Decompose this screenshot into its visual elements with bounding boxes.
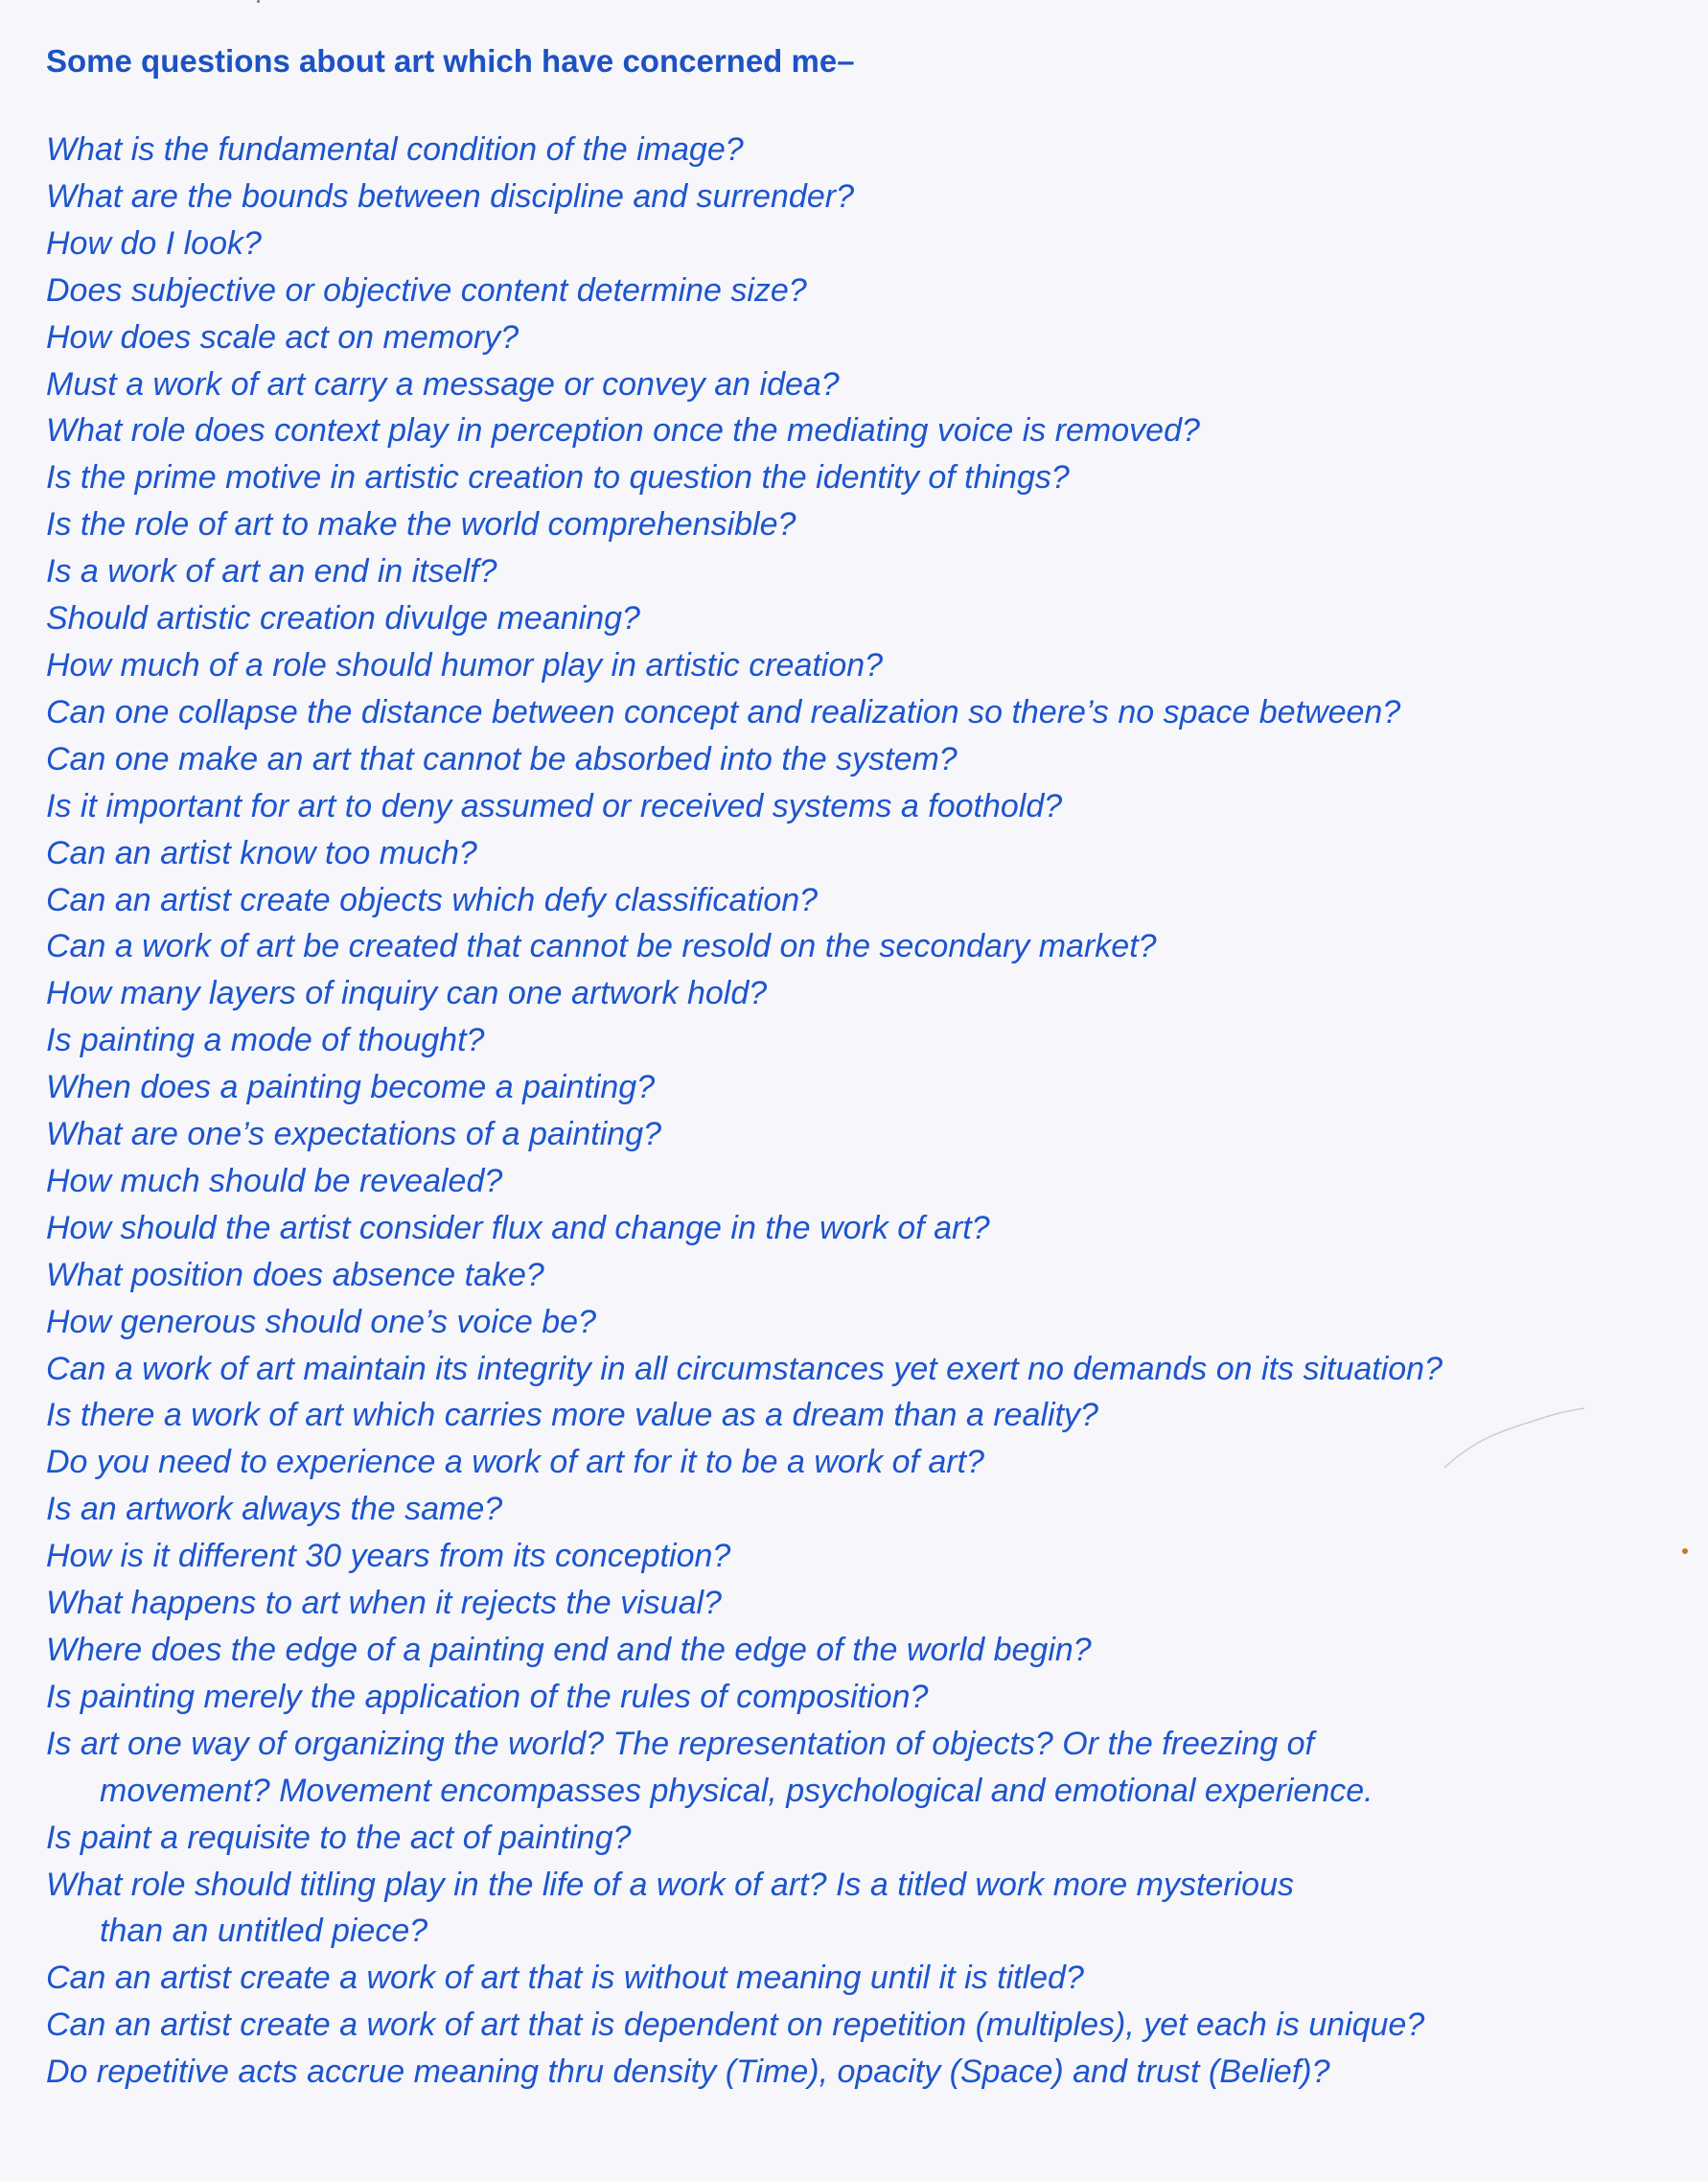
ink-speck xyxy=(257,0,260,3)
question-text: How generous should one’s voice be? xyxy=(46,1303,596,1340)
question-item xyxy=(46,407,1662,454)
question-item xyxy=(46,2049,1662,2096)
question-text: How do I look? xyxy=(46,224,262,262)
question-continuation: movement? Movement encompasses physical, psychological and emotional experience. xyxy=(100,1772,1373,1809)
question-item xyxy=(46,361,1662,408)
question-item xyxy=(46,1533,1662,1580)
question-text: Is art one way of organizing the world? The representation of objects? Or the freezing of xyxy=(46,1725,1314,1762)
question-text: Where does the edge of a painting end and the edge of the world begin? xyxy=(46,1632,1092,1668)
question-text: How much should be revealed? xyxy=(46,1162,503,1199)
question-text: How is it different 30 years from its conception? xyxy=(46,1538,731,1575)
question-item xyxy=(46,1674,1662,1721)
question-text: Does subjective or objective content determine size? xyxy=(46,271,807,309)
question-text: Can a work of art maintain its integrity in all circumstances yet exert no demands on its situation? xyxy=(46,1350,1443,1387)
question-continuation: than an untitled piece? xyxy=(100,1913,428,1950)
question-item xyxy=(46,1486,1662,1533)
ink-speck xyxy=(1682,1548,1688,1554)
question-text: Do repetitive acts accrue meaning thru density (Time), opacity (Space) and trust (Belief)? xyxy=(46,2053,1330,2091)
question-item xyxy=(46,1205,1662,1252)
question-text: Must a work of art carry a message or convey an idea? xyxy=(46,365,840,403)
question-item xyxy=(46,1064,1662,1111)
question-text: What are one’s expectations of a painting? xyxy=(46,1116,662,1153)
question-text: What position does absence take? xyxy=(46,1256,544,1293)
question-text: What are the bounds between discipline and surrender? xyxy=(46,177,854,215)
question-item xyxy=(46,783,1662,830)
question-item xyxy=(46,220,1662,267)
question-text: Should artistic creation divulge meaning? xyxy=(46,600,640,638)
question-text: Can an artist create a work of art that is without meaning until it is titled? xyxy=(46,1960,1084,1997)
question-item xyxy=(46,267,1662,314)
question-item xyxy=(46,689,1662,736)
question-item xyxy=(46,736,1662,783)
question-text: Can an artist create a work of art that is dependent on repetition (multiples), yet each is unique? xyxy=(46,2007,1425,2044)
question-text: How much of a role should humor play in artistic creation? xyxy=(46,646,884,684)
question-item xyxy=(46,1346,1662,1393)
question-text: Can one make an art that cannot be absorbed into the system? xyxy=(46,740,958,777)
question-item xyxy=(46,1580,1662,1627)
question-item xyxy=(46,1252,1662,1299)
question-item xyxy=(46,2002,1662,2049)
question-item xyxy=(46,830,1662,877)
pencil-squiggle xyxy=(1443,1404,1586,1472)
question-text: When does a painting become a painting? xyxy=(46,1069,656,1106)
question-text: Is the role of art to make the world comprehensible? xyxy=(46,506,796,544)
question-text: How does scale act on memory? xyxy=(46,318,519,356)
question-text: Can one collapse the distance between concept and realization so there’s no space between? xyxy=(46,693,1401,731)
question-item xyxy=(46,1721,1662,1815)
question-text: How should the artist consider flux and change in the work of art? xyxy=(46,1209,990,1246)
question-item xyxy=(46,970,1662,1017)
question-text: Is an artwork always the same? xyxy=(46,1491,503,1528)
question-item xyxy=(46,1627,1662,1674)
question-text: Is painting a mode of thought? xyxy=(46,1022,485,1059)
question-text: What role should titling play in the life of a work of art? Is a titled work more mysterious xyxy=(46,1866,1294,1903)
question-item xyxy=(46,501,1662,548)
question-item xyxy=(46,1955,1662,2002)
question-text: Do you need to experience a work of art for it to be a work of art? xyxy=(46,1444,984,1481)
question-text: Can an artist know too much? xyxy=(46,834,477,871)
question-item xyxy=(46,642,1662,689)
question-item xyxy=(46,127,1662,174)
question-text: How many layers of inquiry can one artwork hold? xyxy=(46,975,768,1012)
question-text: Is there a work of art which carries more value as a dream than a reality? xyxy=(46,1397,1098,1434)
question-text: Is the prime motive in artistic creation to question the identity of things? xyxy=(46,459,1070,497)
question-text: What role does context play in perception once the mediating voice is removed? xyxy=(46,412,1200,450)
question-item xyxy=(46,1392,1662,1439)
question-item xyxy=(46,1017,1662,1064)
question-text: Is it important for art to deny assumed or received systems a foothold? xyxy=(46,787,1063,824)
question-item xyxy=(46,923,1662,970)
question-list xyxy=(46,127,1662,2096)
question-item xyxy=(46,595,1662,642)
question-item xyxy=(46,1158,1662,1205)
question-text: Can an artist create objects which defy classification? xyxy=(46,881,819,918)
question-text: Is a work of art an end in itself? xyxy=(46,553,497,591)
question-item xyxy=(46,1815,1662,1862)
question-item xyxy=(46,174,1662,220)
question-item xyxy=(46,1299,1662,1346)
question-item xyxy=(46,877,1662,924)
question-item xyxy=(46,1439,1662,1486)
question-text: What happens to art when it rejects the visual? xyxy=(46,1585,722,1622)
question-text: Is paint a requisite to the act of painting? xyxy=(46,1819,632,1856)
document-title: Some questions about art which have concerned me– xyxy=(46,43,855,79)
question-item xyxy=(46,1862,1662,1956)
question-text: Can a work of art be created that cannot be resold on the secondary market? xyxy=(46,928,1157,965)
question-text: What is the fundamental condition of the image? xyxy=(46,131,744,168)
question-item xyxy=(46,1111,1662,1158)
question-item xyxy=(46,548,1662,595)
question-text: Is painting merely the application of the rules of composition? xyxy=(46,1678,929,1715)
question-item xyxy=(46,314,1662,361)
question-item xyxy=(46,454,1662,501)
